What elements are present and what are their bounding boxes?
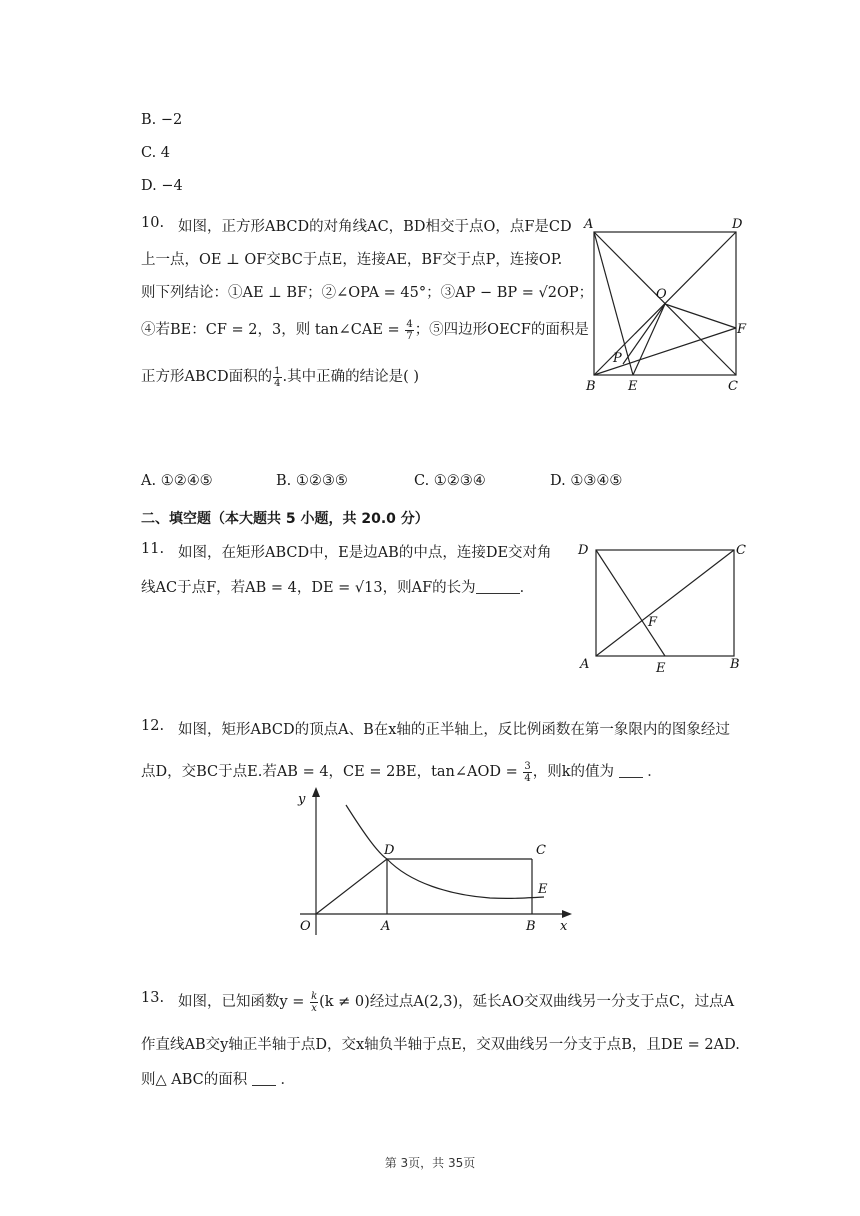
fraction-4-7: $\frac{4}{7}$ [406,318,413,342]
q11-label-e: E [656,661,666,676]
q12-label-y: y [298,792,306,807]
q12-number: 12. [141,718,165,734]
page-footer: 第 3页，共 35页 [384,1156,476,1170]
q10-line-1: 如图，正方形ABCD的对角线AC，BD相交于点O，点F是CD [178,219,572,235]
q10-figure [580,212,750,394]
option-c-prev: C. 4 [141,145,171,161]
q10-line-2: 上一点，OE ⊥ OF交BC于点E，连接AE，BF交于点P，连接OP. [141,252,563,268]
q12-label-a: A [381,919,391,934]
q10-label-c: C [728,379,738,394]
q13-answer-blank [252,1071,276,1086]
q10-option-a: A. ①②④⑤ [141,473,213,489]
q10-option-c: C. ①②③④ [414,473,486,489]
q11-line-2: 线AC于点F，若AB = 4，DE = √13，则AF的长为 ． [141,580,535,596]
q10-label-d: D [732,217,743,232]
q12-label-e: E [538,882,548,897]
q10-option-b: B. ①②③⑤ [276,473,348,489]
fraction-k-x: $\frac{k}{x}$ [311,990,318,1014]
q10-label-f: F [737,322,747,337]
q10-line-3: 则下列结论：①AE ⊥ BF；②∠OPA = 45°；③AP − BP = √2OP； [141,285,594,301]
q10-number: 10. [141,215,165,231]
q12-figure [290,785,580,935]
q11-answer-blank [476,579,520,594]
q11-figure [574,536,754,678]
option-d-prev: D. −4 [141,178,183,194]
option-b-prev: B. −2 [141,112,183,128]
q13-line-3: 则△ ABC的面积 ． [141,1072,295,1088]
q10-label-a: A [584,217,594,232]
q10-line-5: 正方形ABCD面积的 $\frac{1}{4}$ .其中正确的结论是( ) [141,365,420,389]
q11-label-f: F [648,615,658,630]
q12-label-x: x [560,919,568,934]
q10-option-d: D. ①③④⑤ [550,473,623,489]
q11-number: 11. [141,541,165,557]
q11-label-c: C [736,543,746,558]
q11-label-b: B [730,657,740,672]
fraction-3-4: $\frac{3}{4}$ [524,760,531,784]
q10-line-4: ④若BE：CF = 2，3，则 tan∠CAE = $\frac{4}{7}$ ；⑤四边形OECF的面积是 [141,318,589,342]
q13-number: 13. [141,990,165,1006]
q12-label-o: O [300,919,311,934]
q10-label-b: B [586,379,596,394]
q10-label-p: P [613,351,622,366]
q11-label-d: D [578,543,589,558]
q13-line-2: 作直线AB交y轴正半轴于点D，交x轴负半轴于点E，交双曲线另一分支于点B，且DE = 2AD. [141,1037,740,1053]
q12-label-b: B [526,919,536,934]
q12-label-c: C [536,843,546,858]
q12-line-1: 如图，矩形ABCD的顶点A、B在x轴的正半轴上，反比例函数在第一象限内的图象经过 [178,722,730,738]
q13-line-1: 如图，已知函数y = $\frac{k}{x}$ (k ≠ 0)经过点A(2,3)，延长AO交双曲线另一分支于点C，过点A [178,990,735,1014]
q11-line-1: 如图，在矩形ABCD中，E是边AB的中点，连接DE交对角 [178,545,552,561]
q10-label-e: E [628,379,638,394]
q12-answer-blank [619,763,643,778]
q11-label-a: A [580,657,590,672]
fraction-1-4: $\frac{1}{4}$ [274,365,281,389]
q12-label-d: D [384,843,395,858]
q12-line-2: 点D，交BC于点E.若AB = 4，CE = 2BE，tan∠AOD = $\frac{3}{4}$ ，则k的值为 ． [141,760,662,784]
q10-label-o: O [656,287,667,302]
section-heading-fill-in: 二、填空题（本大题共 5 小题，共 20.0 分） [141,511,429,527]
